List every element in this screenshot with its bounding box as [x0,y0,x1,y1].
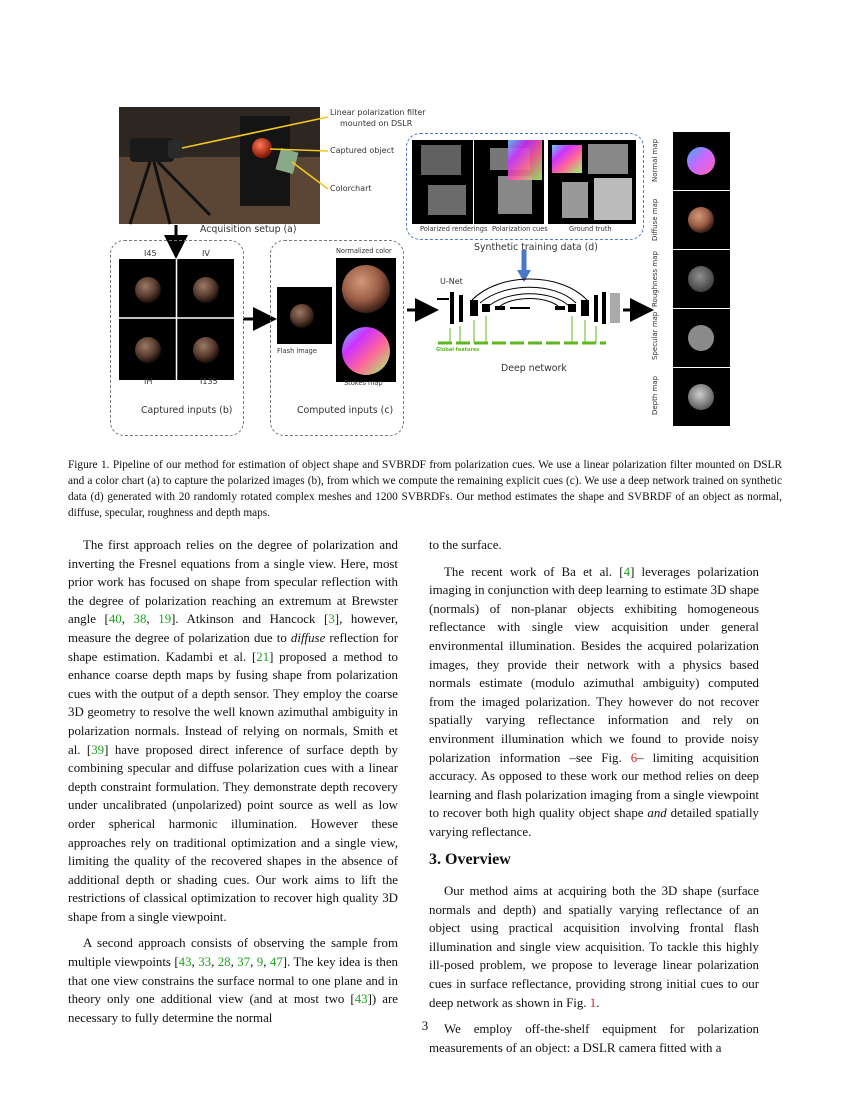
citation-link[interactable]: 39 [91,742,105,757]
label-normalized-color: Normalized color [336,247,392,255]
label-specular-map: Specular map [651,311,659,360]
network-caption: Deep network [501,363,567,374]
label-unet: U-Net [440,277,463,286]
label-stokes-map: Stokes map [344,379,383,387]
citation-link[interactable]: 9 [256,955,264,970]
label-colorchart: Colorchart [330,184,372,193]
diffuse-map-sphere [688,207,714,233]
output-maps [673,132,730,426]
synthetic-data-box [406,133,644,240]
left-paragraph-1: The first approach relies on the degree of polarization and inverting the Fresnel equations from a single view. Here, most prior work has focused on shape from specular reflection with the degree of polarization reaching an extremum at Brewster angle [40, 38, 19]. Atkinson and Hancock [3], however, measure the degree of polarization due to diffuse reflection for shape estimation. Kadambi et al. [21] proposed a method to enhance coarse depth maps by fusing shape from polarization cues with the output of a depth sensor. They employ the coarse 3D geometry to resolve the well known azimuthal ambiguity in polarization normals. Instead of relying on normals, Smith et al. [39] have proposed direct inference of surface depth by combining specular and diffuse polarization cues with a linear depth constraint formulation. They demonstrate depth recovery under uncalibrated (unpolarized) point source as well as low order spherical harmonic illumination. However these approaches rely on traditional optimization and a single view, limiting the quality of the recovered shapes in the absence of additional depth or shading cues. Our work aims to lift the restrictions of classical optimization to recover high quality 3D shape from a single viewpoint. [68,538,399,924]
label-filter: Linear polarization filter [330,108,426,117]
citation-link[interactable]: 43 [178,955,192,970]
label-captured-object: Captured object [330,146,395,155]
label-acquisition: Acquisition setup (a) [200,224,297,235]
left-column [68,536,398,1027]
normal-map-sphere [687,147,715,175]
citation-link[interactable]: 40 [108,612,122,627]
left-paragraph-2: A second approach consists of observing the sample from multiple viewpoints [43, 33, 28, 37, 9, 47]. The key idea is then that one view constrains the surface normal to one plane and in theory only one additional view (and at most two [43]) are necessary to fully determine the normal [68,936,399,1025]
label-diffuse-map: Diffuse map [651,198,659,241]
citation-link[interactable]: 4 [623,564,631,579]
citation-link[interactable]: 43 [354,992,368,1007]
citation-link[interactable]: 21 [256,649,270,664]
figure-link[interactable]: 1 [589,995,597,1010]
section-heading-overview: 3. Overview [429,850,511,868]
label-iv: IV [202,249,210,258]
label-ground-truth: Ground truth [569,225,612,233]
right-paragraph-0: to the surface. [429,538,502,552]
label-polarized-renderings: Polarized renderings [420,225,488,233]
right-paragraph-1: The recent work of Ba et al. [4] leverages polarization imaging in conjunction with deep learning to estimate 3D shape (normals) of non-planar objects exhibiting homogeneous reflectance with single view acquisition under general environmental illumination. Besides the acquired polarization images, they provide their network with a physics based normals estimate (modulo azimuthal ambiguity) computed from the imaged polarization. They however do not recover spatially varying reflectance information and rely on environment illumination which we found to provide noisy polarization information –see Fig. 6– limiting acquisition accuracy. As opposed to these work our method relies on deep learning and flash polarization imaging from a single viewpoint to recover both high quality object shape and detailed spatially varying reflectance. [429,564,759,839]
roughness-map-sphere [688,266,714,292]
computed-caption: Computed inputs (c) [297,405,394,416]
figure-link[interactable]: 6 [630,750,638,765]
label-i45: I45 [144,249,157,258]
label-global-features: Global features [436,347,480,353]
label-filter-2: mounted on DSLR [340,119,413,128]
captured-caption: Captured inputs (b) [141,405,233,416]
right-paragraph-2: Our method aims at acquiring both the 3D shape (surface normals and depth) and spatially varying reflectance of an object using practical acquisition involving frontal flash illumination and single view acquisition. To tackle this highly ill-posed problem, we propose to leverage linear polarization cues in surface reflectance, providing strong initial cues to our deep network as shown in Fig. 1. [429,884,759,1010]
label-i135: I135 [200,377,218,386]
citation-link[interactable]: 37 [237,955,251,970]
synthetic-caption: Synthetic training data (d) [474,242,598,253]
label-polarization-cues: Polarization cues [492,225,548,233]
label-roughness-map: Roughness map [651,251,659,307]
citation-link[interactable]: 28 [217,955,231,970]
citation-link[interactable]: 38 [133,612,147,627]
unet-diagram [437,279,620,343]
label-flash-image: Flash image [277,347,317,355]
depth-map-sphere [688,384,714,410]
right-paragraph-3: We employ off-the-shelf equipment for polarization measurements of an object: a DSLR camera fitted with a [429,1022,759,1055]
label-depth-map: Depth map [651,375,659,415]
citation-link[interactable]: 19 [158,612,172,627]
citation-link[interactable]: 33 [198,955,212,970]
figure-caption: Figure 1. Pipeline of our method for estimation of object shape and SVBRDF from polarization cues. We use a linear polarization filter mounted on DSLR and a color chart (a) to capture the polarized images (b), from which we compute the remaining explicit cues (c). We use a deep network trained on synthetic data (d) generated with 20 randomly rotated complex meshes and 1200 SVBRDFs. Our method estimates the shape and SVBRDF of an object as normal, diffuse, specular, roughness and depth maps. [68,459,782,519]
label-normal-map: Normal map [651,138,659,182]
label-ih: IH [144,377,153,386]
right-column [429,536,759,1057]
figure-1 [110,100,740,440]
citation-link[interactable]: 47 [269,955,283,970]
page-number: 3 [421,1019,429,1033]
specular-map-sphere [688,325,714,351]
citation-link[interactable]: 3 [328,612,335,627]
